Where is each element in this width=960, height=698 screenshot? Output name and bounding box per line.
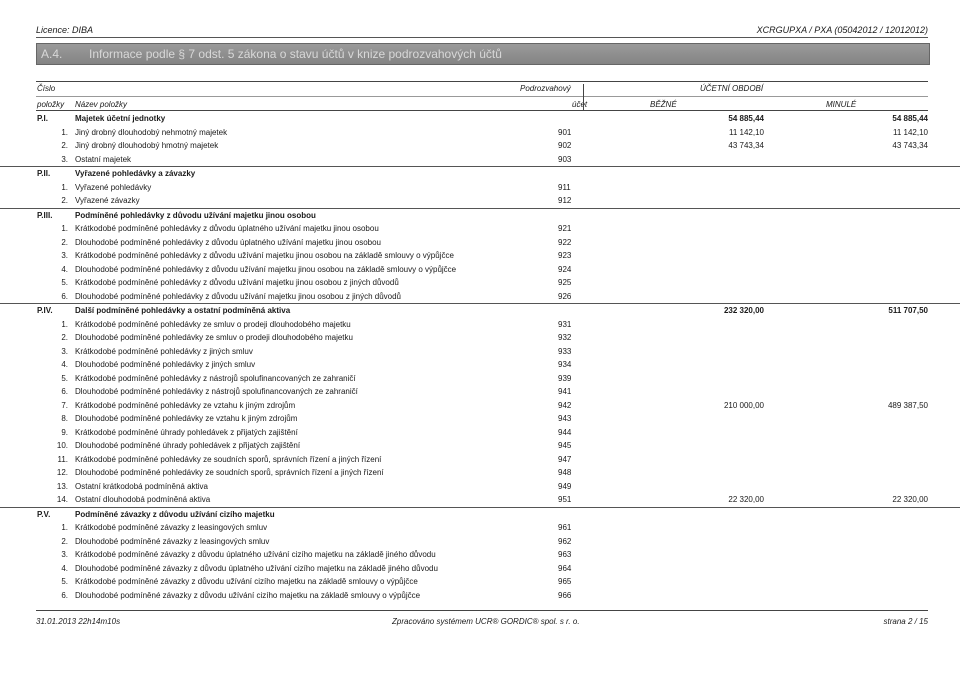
account-number: 925	[558, 278, 572, 287]
account-number: 949	[558, 481, 572, 491]
account-number: 921	[558, 224, 572, 233]
table-row	[0, 153, 960, 167]
table-row	[0, 548, 960, 562]
item-label: Krátkodobé podmíněné pohledávky ze soudních sporů, správních řízení a jiných řízení	[75, 454, 382, 464]
previous-period-value: 54 885,44	[892, 114, 928, 123]
item-label: Krátkodobé podmíněné pohledávky ze smluv o prodeji dlouhodobého majetku	[75, 319, 351, 329]
account-number: 926	[558, 291, 572, 301]
table-top-rule	[36, 81, 928, 82]
section-row	[0, 507, 960, 522]
print-datetime: 31.01.2013 22h14m10s	[36, 617, 121, 626]
account-number: 945	[558, 441, 572, 450]
section-row	[0, 303, 960, 318]
item-number: 6.	[61, 387, 68, 396]
item-label: Dlouhodobé podmíněné pohledávky z důvodu úplatného užívání majetku jinou osobou	[75, 237, 381, 247]
table-row	[0, 466, 960, 480]
item-number: 12.	[56, 468, 68, 477]
item-number: 2.	[61, 237, 68, 247]
section-number: P.III.	[37, 210, 53, 220]
table-row	[0, 493, 960, 507]
table-row	[0, 236, 960, 250]
account-number: 933	[558, 346, 572, 356]
item-number: 1.	[61, 182, 68, 192]
section-banner	[36, 43, 930, 65]
item-label: Krátkodobé podmíněné úhrady pohledávek z přijatých zajištění	[75, 427, 298, 437]
account-number: 948	[558, 468, 572, 477]
table-row	[0, 222, 960, 236]
item-number: 2.	[61, 141, 68, 150]
account-number: 912	[558, 196, 572, 205]
table-row	[0, 358, 960, 372]
item-label: Dlouhodobé podmíněné závazky z důvodu úplatného užívání cizího majetku na základě jiného důvodu	[75, 563, 438, 573]
item-number: 2.	[61, 536, 68, 546]
previous-period-value: 11 142,10	[893, 127, 928, 137]
item-label: Krátkodobé podmíněné pohledávky z jiných smluv	[75, 346, 253, 356]
table-row	[0, 535, 960, 549]
item-label: Dlouhodobé podmíněné pohledávky ze vztahu k jiným zdrojům	[75, 414, 298, 423]
item-label: Další podmíněné pohledávky a ostatní podmíněná aktiva	[75, 306, 291, 315]
item-label: Krátkodobé podmíněné pohledávky ze vztahu k jiným zdrojům	[75, 400, 296, 410]
current-period-value: 11 142,10	[729, 127, 764, 137]
table-row	[0, 439, 960, 453]
table-row	[0, 412, 960, 426]
table-row	[0, 589, 960, 603]
col-header-cislo: Číslo	[37, 84, 56, 93]
table-row	[0, 181, 960, 195]
section-row	[0, 166, 960, 181]
col-header-bezne: BĚŽNÉ	[650, 100, 677, 109]
table-row	[0, 399, 960, 413]
section-row	[0, 112, 960, 126]
account-number: 963	[558, 550, 572, 559]
current-period-value: 43 743,34	[728, 141, 764, 150]
table-row	[0, 194, 960, 208]
section-number: P.II.	[37, 169, 51, 178]
account-number: 965	[558, 577, 572, 586]
table-row	[0, 290, 960, 304]
table-row	[0, 126, 960, 140]
item-label: Ostatní dlouhodobá podmíněná aktiva	[75, 495, 211, 504]
item-number: 4.	[61, 563, 68, 573]
table-row	[0, 345, 960, 359]
current-period-value: 232 320,00	[723, 306, 764, 315]
section-code: A.4.	[41, 47, 63, 61]
item-label: Krátkodobé podmíněné závazky z leasingových smluv	[75, 523, 268, 532]
system-credit: Zpracováno systémem UCR® GORDIC® spol. s r. o.	[392, 617, 580, 626]
account-number: 964	[558, 563, 572, 573]
item-number: 1.	[61, 319, 68, 329]
table-row	[0, 575, 960, 589]
table-row	[0, 263, 960, 277]
item-number: 14.	[56, 495, 68, 504]
item-number: 8.	[61, 414, 68, 423]
item-number: 13.	[56, 481, 68, 491]
item-number: 4.	[61, 264, 68, 274]
col-header-minule: MINULÉ	[826, 100, 857, 109]
item-number: 3.	[61, 346, 68, 356]
account-number: 941	[558, 387, 572, 396]
table-row	[0, 276, 960, 290]
section-title: Informace podle § 7 odst. 5 zákona o stavu účtů v knize podrozvahových účtů	[89, 47, 502, 61]
account-number: 924	[558, 264, 572, 274]
item-number: 7.	[61, 400, 68, 410]
account-number: 903	[558, 154, 572, 164]
item-label: Dlouhodobé podmíněné závazky z důvodu užívání cizího majetku na základě smlouvy o výpůjčce	[75, 590, 421, 600]
account-number: 951	[558, 495, 572, 504]
section-number: P.IV.	[37, 306, 53, 315]
item-number: 6.	[61, 590, 68, 600]
item-label: Krátkodobé podmíněné závazky z důvodu užívání cizího majetku na základě smlouvy o výpůjčce	[75, 577, 418, 586]
previous-period-value: 22 320,00	[892, 495, 928, 504]
item-label: Majetek účetní jednotky	[75, 114, 166, 123]
item-label: Dlouhodobé podmíněné pohledávky ze smluv o prodeji dlouhodobého majetku	[75, 333, 353, 342]
previous-period-value: 489 387,50	[887, 400, 928, 410]
table-row	[0, 521, 960, 535]
table-row	[0, 385, 960, 399]
item-label: Dlouhodobé podmíněné závazky z leasingových smluv	[75, 536, 270, 546]
item-number: 3.	[61, 550, 68, 559]
item-number: 2.	[61, 333, 68, 342]
item-label: Podmíněné závazky z důvodu užívání cizího majetku	[75, 509, 275, 519]
item-label: Ostatní krátkodobá podmíněná aktiva	[75, 481, 208, 491]
item-label: Dlouhodobé podmíněné pohledávky z důvodu užívání majetku jinou osobou na základě smlouvy o výpůjčce	[75, 264, 457, 274]
item-label: Krátkodobé podmíněné pohledávky z nástrojů spolufinancovaných ze zahraničí	[75, 373, 356, 383]
header-divider	[36, 37, 928, 38]
item-number: 5.	[61, 373, 68, 383]
account-number: 962	[558, 536, 572, 546]
item-number: 3.	[61, 154, 68, 164]
account-number: 932	[558, 333, 572, 342]
item-number: 4.	[61, 360, 68, 369]
previous-period-value: 43 743,34	[892, 141, 928, 150]
item-label: Krátkodobé podmíněné pohledávky z důvodu užívání majetku jinou osobou z jiných důvodů	[75, 278, 399, 287]
item-number: 5.	[61, 278, 68, 287]
item-label: Krátkodobé podmíněné pohledávky z důvodu užívání majetku jinou osobou na základě smlouvy o výpůjčce	[75, 251, 454, 260]
account-number: 961	[558, 523, 572, 532]
item-label: Dlouhodobé podmíněné úhrady pohledávek z přijatých zajištění	[75, 441, 301, 450]
item-number: 3.	[61, 251, 68, 260]
footer-divider	[36, 610, 928, 611]
current-period-value: 210 000,00	[723, 400, 764, 410]
account-number: 922	[558, 237, 572, 247]
item-number: 1.	[61, 224, 68, 233]
account-number: 944	[558, 427, 572, 437]
account-number: 911	[558, 182, 571, 192]
table-row	[0, 331, 960, 345]
table-row	[0, 453, 960, 467]
section-number: P.I.	[37, 114, 48, 123]
section-number: P.V.	[37, 509, 51, 519]
item-label: Dlouhodobé podmíněné pohledávky z nástrojů spolufinancovaných ze zahraničí	[75, 387, 358, 396]
table-row	[0, 480, 960, 494]
account-number: 902	[558, 141, 572, 150]
item-label: Jiný drobný dlouhodobý nehmotný majetek	[75, 127, 228, 137]
current-period-value: 54 885,44	[728, 114, 764, 123]
items-table	[0, 112, 960, 602]
table-row	[0, 249, 960, 263]
table-row	[0, 318, 960, 332]
item-label: Podmíněné pohledávky z důvodu užívání majetku jinou osobou	[75, 210, 316, 220]
account-number: 966	[558, 590, 572, 600]
item-number: 5.	[61, 577, 68, 586]
document-reference: XCRGUPXA / PXA (05042012 / 12012012)	[756, 25, 928, 35]
account-number: 939	[558, 373, 572, 383]
col-header-polozky: položky	[37, 100, 65, 109]
account-number: 901	[558, 127, 572, 137]
col-header-podrozvahovy: Podrozvahový	[520, 84, 571, 93]
account-number: 947	[558, 454, 572, 464]
current-period-value: 22 320,00	[728, 495, 764, 504]
account-number: 923	[558, 251, 572, 260]
account-number: 943	[558, 414, 572, 423]
item-number: 1.	[61, 127, 68, 137]
licence-label: Licence: DIBA	[36, 25, 94, 35]
table-row	[0, 562, 960, 576]
account-number: 942	[558, 400, 572, 410]
item-label: Jiný drobný dlouhodobý hmotný majetek	[75, 141, 219, 150]
header-mid-rule	[36, 96, 928, 97]
col-header-ucet: účet	[572, 100, 588, 109]
page-number: strana 2 / 15	[883, 617, 928, 626]
item-label: Krátkodobé podmíněné pohledávky z důvodu úplatného užívání majetku jinou osobou	[75, 224, 379, 233]
item-number: 2.	[61, 196, 68, 205]
account-column-divider	[583, 84, 584, 110]
header-bottom-rule	[36, 110, 928, 111]
account-number: 934	[558, 360, 572, 369]
item-number: 6.	[61, 291, 68, 301]
item-label: Ostatní majetek	[75, 154, 132, 164]
item-label: Vyřazené pohledávky a závazky	[75, 169, 196, 178]
table-row	[0, 426, 960, 440]
item-number: 1.	[61, 523, 68, 532]
col-header-nazev: Název položky	[75, 100, 128, 109]
table-row	[0, 139, 960, 153]
previous-period-value: 511 707,50	[888, 306, 928, 315]
item-label: Vyřazené pohledávky	[75, 182, 152, 192]
item-number: 9.	[61, 427, 68, 437]
section-row	[0, 208, 960, 223]
account-number: 931	[558, 319, 572, 329]
item-label: Krátkodobé podmíněné závazky z důvodu úplatného užívání cizího majetku na základě jiného důvodu	[75, 550, 436, 559]
table-row	[0, 372, 960, 386]
item-label: Dlouhodobé podmíněné pohledávky ze soudních sporů, správních řízení a jiných řízení	[75, 468, 384, 477]
col-header-ucetni-obdobi: ÚČETNÍ OBDOBÍ	[700, 84, 764, 93]
item-number: 11.	[57, 454, 68, 464]
item-number: 10.	[56, 441, 68, 450]
item-label: Dlouhodobé podmíněné pohledávky z důvodu užívání majetku jinou osobou z jiných důvodů	[75, 291, 401, 301]
item-label: Vyřazené závazky	[75, 196, 140, 205]
item-label: Dlouhodobé podmíněné pohledávky z jiných smluv	[75, 360, 256, 369]
